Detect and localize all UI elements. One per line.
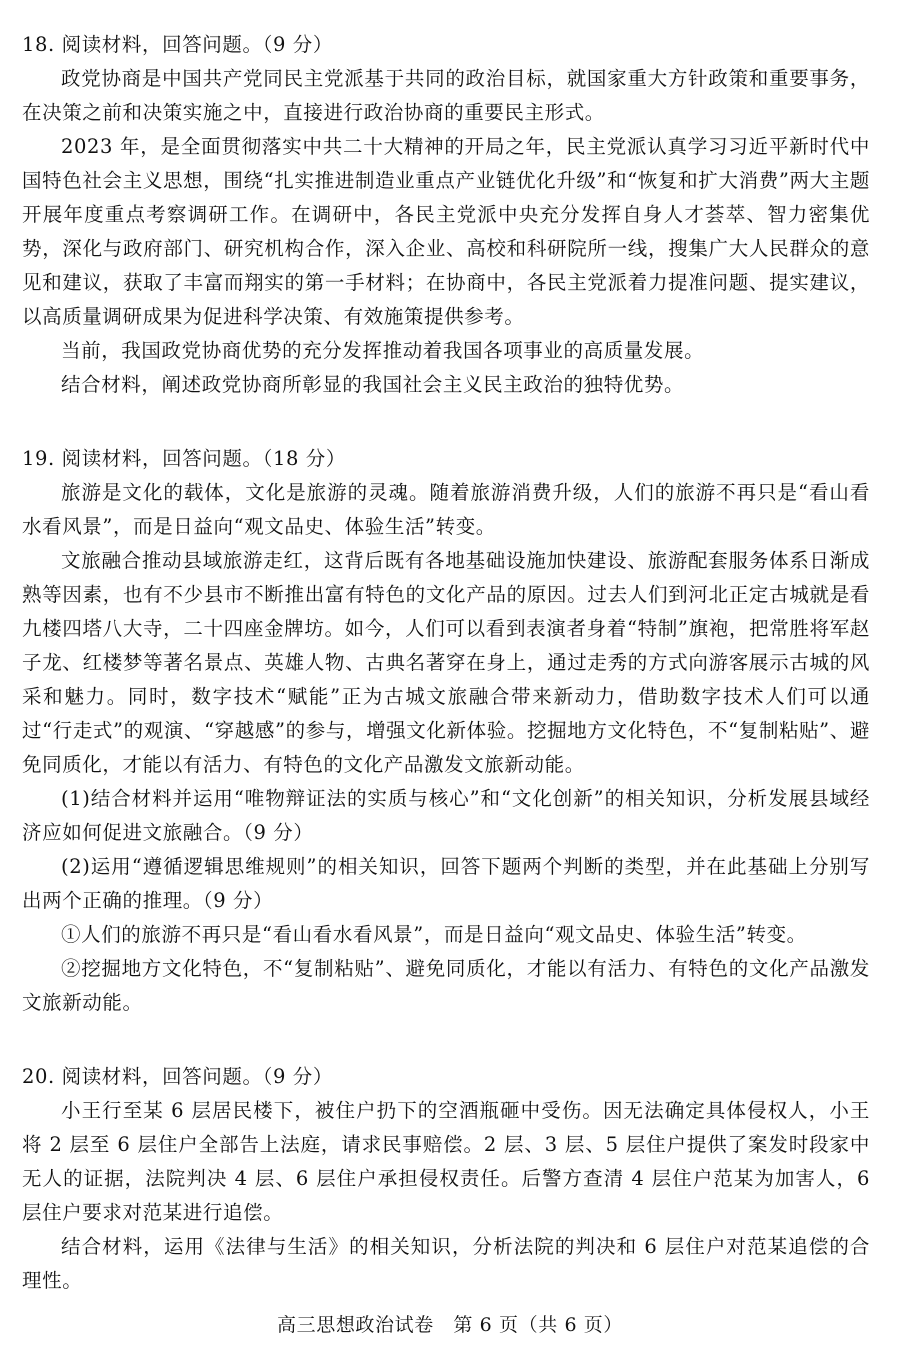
question-19-judgment-1: ①人们的旅游不再只是“看山看水看风景”，而是日益向“观文品史、体验生活”转变。 [61, 923, 807, 946]
question-18-prompt: 结合材料，阐述政党协商所彰显的我国社会主义民主政治的独特优势。 [61, 373, 685, 396]
question-20-title: 20. 阅读材料，回答问题。（9 分） [22, 1065, 333, 1088]
section-spacer [22, 402, 870, 442]
question-19-subquestion-2: (2)运用“遵循逻辑思维规则”的相关知识，回答下题两个判断的类型，并在此基础上分别写出两个正确的推理。（9 分） [22, 855, 870, 912]
question-19-subquestion-1: (1)结合材料并运用“唯物辩证法的实质与核心”和“文化创新”的相关知识，分析发展县域经济应如何促进文旅融合。（9 分） [22, 787, 870, 844]
exam-page [22, 28, 870, 1298]
question-18 [22, 28, 870, 402]
question-18-paragraph: 2023 年，是全面贯彻落实中共二十大精神的开局之年，民主党派认真学习习近平新时代中国特色社会主义思想，围绕“扎实推进制造业重点产业链优化升级”和“恢复和扩大消费”两大主题开展年度重点考察调研工作。在调研中，各民主党派中央充分发挥自身人才荟萃、智力密集优势，深化与政府部门、研究机构合作，深入企业、高校和科研院所一线，搜集广大人民群众的意见和建议，获取了丰富而翔实的第一手材料；在协商中，各民主党派着力提准问题、提实建议，以高质量调研成果为促进科学决策、有效施策提供参考。 [22, 135, 870, 328]
question-18-title: 18. 阅读材料，回答问题。（9 分） [22, 33, 333, 56]
question-19 [22, 442, 870, 1020]
question-18-paragraph: 政党协商是中国共产党同民主党派基于共同的政治目标，就国家重大方针政策和重要事务，在决策之前和决策实施之中，直接进行政治协商的重要民主形式。 [22, 67, 870, 124]
question-19-paragraph: 旅游是文化的载体，文化是旅游的灵魂。随着旅游消费升级，人们的旅游不再只是“看山看水看风景”，而是日益向“观文品史、体验生活”转变。 [22, 481, 870, 538]
question-20-paragraph: 小王行至某 6 层居民楼下，被住户扔下的空酒瓶砸中受伤。因无法确定具体侵权人，小王将 2 层至 6 层住户全部告上法庭，请求民事赔偿。2 层、3 层、5 层住户提供了案发时段家中无人的证据，法院判决 4 层、6 层住户承担侵权责任。后警方查清 4 层住户范某为加害人，6 层住户要求对范某进行追偿。 [22, 1099, 870, 1224]
question-20-prompt: 结合材料，运用《法律与生活》的相关知识，分析法院的判决和 6 层住户对范某追偿的合理性。 [22, 1235, 870, 1292]
question-19-paragraph: 文旅融合推动县域旅游走红，这背后既有各地基础设施加快建设、旅游配套服务体系日渐成熟等因素，也有不少县市不断推出富有特色的文化产品的原因。过去人们到河北正定古城就是看九楼四塔八大寺，二十四座金牌坊。如今，人们可以看到表演者身着“特制”旗袍，把常胜将军赵子龙、红楼梦等著名景点、英雄人物、古典名著穿在身上，通过走秀的方式向游客展示古城的风采和魅力。同时，数字技术“赋能”正为古城文旅融合带来新动力，借助数字技术人们可以通过“行走式”的观演、“穿越感”的参与，增强文化新体验。挖掘地方文化特色，不“复制粘贴”、避免同质化，才能以有活力、有特色的文化产品激发文旅新动能。 [22, 549, 870, 776]
question-20 [22, 1060, 870, 1298]
page-footer: 高三思想政治试卷 第 6 页（共 6 页） [277, 1314, 623, 1336]
question-19-judgment-2: ②挖掘地方文化特色，不“复制粘贴”、避免同质化，才能以有活力、有特色的文化产品激发文旅新动能。 [22, 957, 870, 1014]
section-spacer [22, 1020, 870, 1060]
question-19-title: 19. 阅读材料，回答问题。（18 分） [22, 447, 346, 470]
question-18-paragraph: 当前，我国政党协商优势的充分发挥推动着我国各项事业的高质量发展。 [61, 339, 705, 362]
